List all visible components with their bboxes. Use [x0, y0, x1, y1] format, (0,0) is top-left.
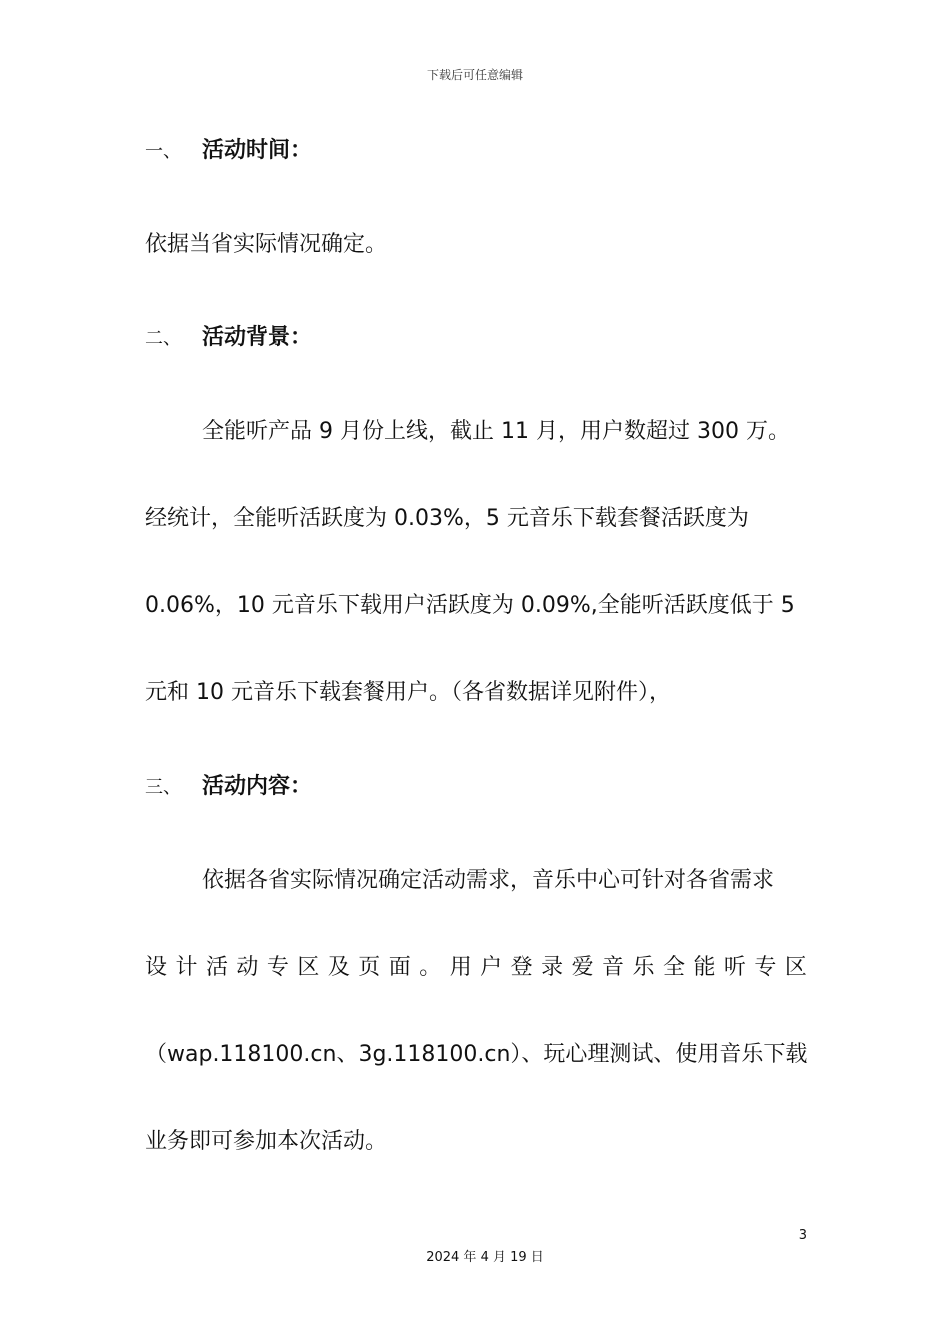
- char: 登: [510, 955, 533, 980]
- paragraph-line: 业务即可参加本次活动。: [145, 1129, 388, 1154]
- char: 能: [693, 955, 716, 980]
- char: 专: [754, 955, 777, 980]
- char: 音: [602, 955, 625, 980]
- char: 用: [449, 955, 472, 980]
- section-number: 二、: [145, 328, 181, 349]
- page-number: 3: [798, 1228, 807, 1243]
- char: 听: [723, 955, 746, 980]
- paragraph-line: （wap.118100.cn、3g.118100.cn）、玩心理测试、使用音乐下载: [145, 1042, 808, 1067]
- char: 区: [784, 955, 807, 980]
- section-number: 三、: [145, 777, 181, 798]
- section-heading-time: [145, 136, 807, 167]
- section-title: 活动内容：: [202, 774, 313, 799]
- char: 录: [541, 955, 564, 980]
- paragraph-time: 依据当省实际情况确定。: [145, 232, 388, 257]
- page-header: 下载后可任意编辑: [426, 68, 523, 82]
- section-title: 活动背景：: [202, 325, 313, 350]
- char: 乐: [632, 955, 655, 980]
- char: 全: [662, 955, 685, 980]
- paragraph-line-spread: [145, 953, 807, 983]
- char: 。: [419, 955, 442, 980]
- section-heading-background: [145, 323, 807, 354]
- char: 设: [145, 955, 168, 980]
- paragraph-line: 依据各省实际情况确定活动需求，音乐中心可针对各省需求: [202, 868, 775, 893]
- char: 计: [175, 955, 198, 980]
- paragraph-line: 经统计，全能听活跃度为 0.03%，5 元音乐下载套餐活跃度为: [145, 506, 749, 531]
- paragraph-line: 全能听产品 9 月份上线，截止 11 月，用户数超过 300 万。: [202, 419, 790, 444]
- char: 户: [480, 955, 503, 980]
- char: 区: [297, 955, 320, 980]
- char: 爱: [571, 955, 594, 980]
- paragraph-line: 元和 10 元音乐下载套餐用户。（各省数据详见附件），: [145, 680, 671, 705]
- char: 面: [388, 955, 411, 980]
- char: 专: [266, 955, 289, 980]
- footer-date: 2024 年 4 月 19 日: [426, 1250, 544, 1265]
- char: 页: [358, 955, 381, 980]
- section-title: 活动时间：: [202, 138, 313, 163]
- char: 及: [327, 955, 350, 980]
- section-heading-content: [145, 772, 807, 803]
- section-number: 一、: [145, 141, 181, 162]
- char: 活: [205, 955, 228, 980]
- paragraph-line: 0.06%，10 元音乐下载用户活跃度为 0.09%,全能听活跃度低于 5: [145, 593, 795, 618]
- char: 动: [236, 955, 259, 980]
